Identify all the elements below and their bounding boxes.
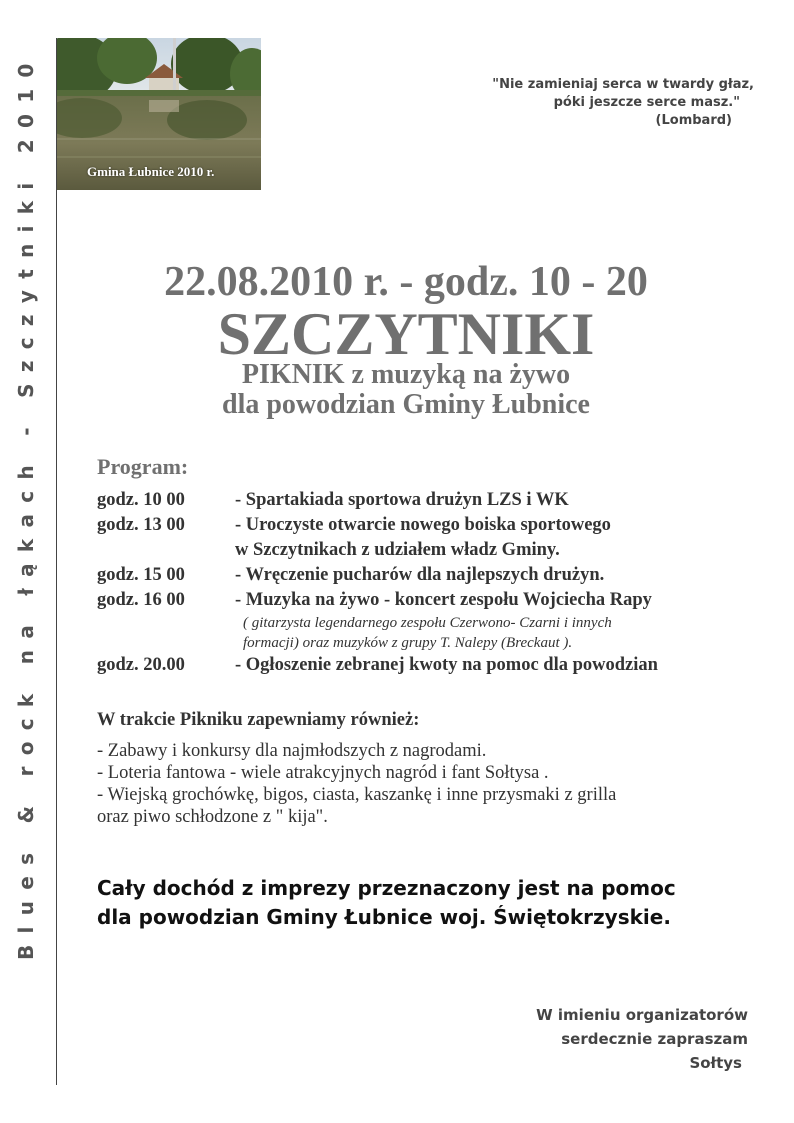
also-heading: W trakcie Pikniku zapewniamy również: — [97, 710, 420, 730]
side-banner-text: Blues & rock na łąkach - Szczytniki 2010 — [14, 52, 38, 960]
schedule-time: godz. 15 00 — [97, 565, 185, 585]
schedule-desc: - Ogłoszenie zebranej kwoty na pomoc dla powodzian — [235, 655, 658, 675]
program-heading: Program: — [97, 454, 189, 479]
quote-block — [414, 76, 754, 130]
schedule-item — [97, 588, 767, 653]
income-note — [97, 874, 676, 932]
vertical-divider — [56, 38, 57, 1085]
list-item: oraz piwo schłodzone z " kija". — [97, 807, 328, 827]
schedule-note: formacji) oraz muzyków z grupy T. Nalepy (Breckaut ). — [243, 635, 573, 651]
schedule-desc: - Spartakiada sportowa drużyn LZS i WK — [235, 490, 569, 510]
schedule-desc: w Szczytnikach z udziałem władz Gminy. — [235, 540, 560, 560]
quote-line-1: "Nie zamieniaj serca w twardy głaz, — [492, 77, 754, 92]
schedule-time: godz. 13 00 — [97, 515, 185, 535]
event-subtitle-1: PIKNIK z muzyką na żywo — [241, 359, 571, 390]
flood-photo — [57, 38, 261, 190]
signature-line-3: Sołtys — [689, 1054, 742, 1072]
event-subtitle-2: dla powodzian Gminy Łubnice — [222, 389, 590, 420]
list-item: - Wiejską grochówkę, bigos, ciasta, kaszankę i inne przysmaki z grilla — [97, 785, 617, 805]
schedule-item — [97, 513, 767, 563]
event-title: SZCZYTNIKI — [217, 301, 595, 367]
also-list — [97, 740, 616, 828]
signature-line-1: W imieniu organizatorów — [536, 1006, 748, 1024]
schedule-time: godz. 16 00 — [97, 590, 185, 610]
list-item: - Loteria fantowa - wiele atrakcyjnych nagród i fant Sołtysa . — [97, 763, 549, 783]
schedule-note: ( gitarzysta legendarnego zespołu Czerwono- Czarni i innych — [243, 615, 612, 631]
photo-caption: Gmina Łubnice 2010 r. — [87, 164, 215, 179]
schedule-time: godz. 20.00 — [97, 655, 185, 675]
schedule-desc: - Wręczenie pucharów dla najlepszych drużyn. — [235, 565, 605, 585]
program-schedule — [97, 488, 767, 678]
list-item: - Zabawy i konkursy dla najmłodszych z nagrodami. — [97, 741, 487, 761]
income-line-2: dla powodzian Gminy Łubnice woj. Świętokrzyskie. — [97, 905, 671, 929]
schedule-time: godz. 10 00 — [97, 490, 185, 510]
quote-line-2: póki jeszcze serce masz." — [553, 95, 740, 110]
event-date: 22.08.2010 r. - godz. 10 - 20 — [164, 259, 648, 305]
signature-block — [428, 1003, 748, 1075]
schedule-item — [97, 653, 767, 678]
quote-author: (Lombard) — [655, 113, 732, 128]
signature-line-2: serdecznie zapraszam — [561, 1030, 748, 1048]
schedule-item — [97, 563, 767, 588]
schedule-desc: - Muzyka na żywo - koncert zespołu Wojciecha Rapy — [235, 590, 652, 610]
schedule-item — [97, 488, 767, 513]
income-line-1: Cały dochód z imprezy przeznaczony jest na pomoc — [97, 876, 676, 900]
schedule-desc: - Uroczyste otwarcie nowego boiska sportowego — [235, 515, 611, 535]
